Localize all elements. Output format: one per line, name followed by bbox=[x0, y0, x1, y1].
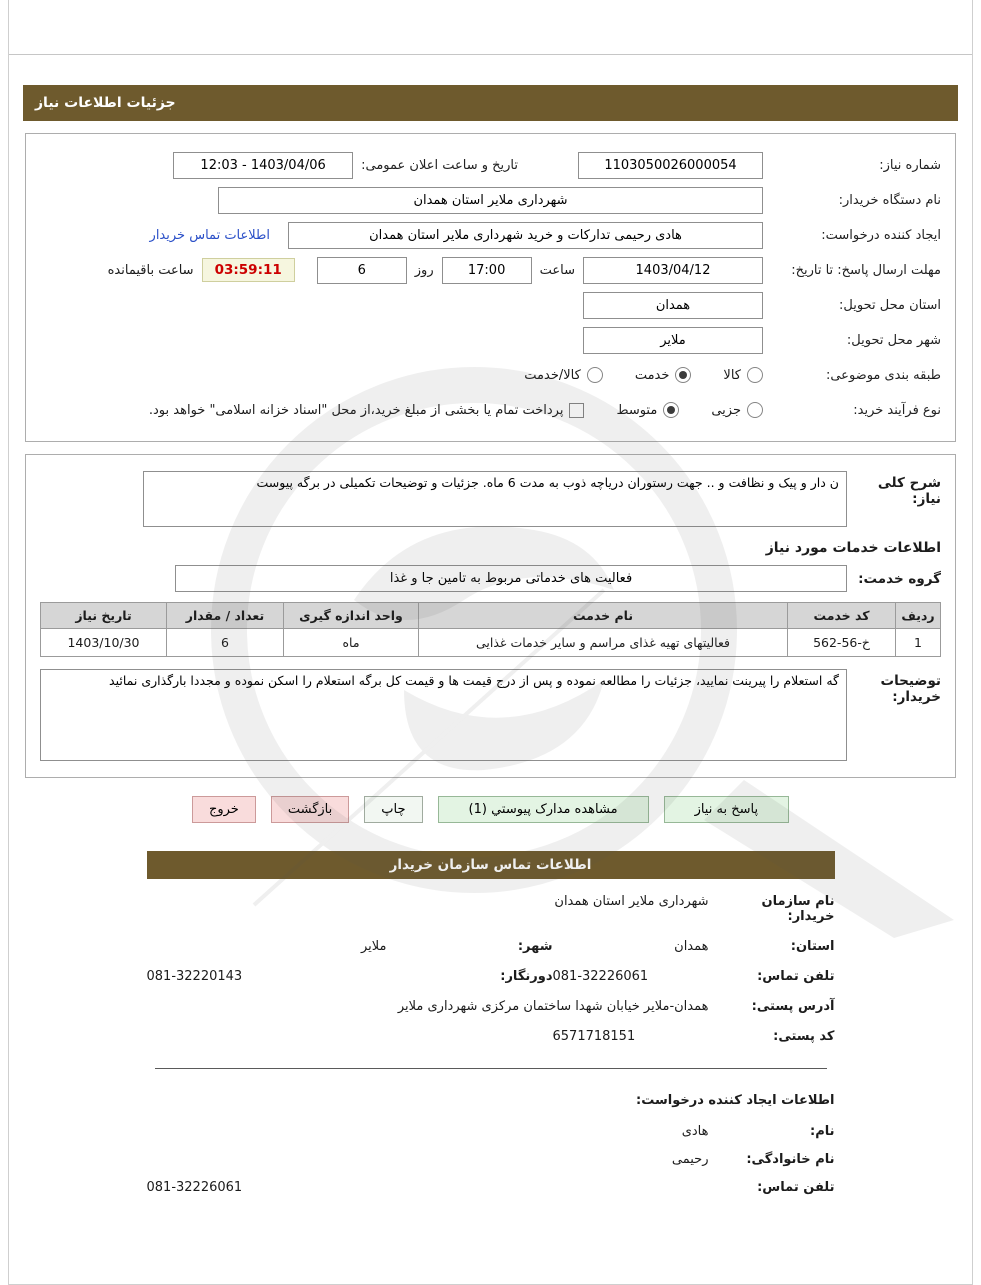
need-number-row bbox=[40, 151, 941, 179]
creator-last-name-value: رحیمی bbox=[671, 1152, 709, 1167]
radio-selected-icon[interactable] bbox=[675, 367, 691, 383]
cell-service-name: فعالیتهای تهیه غذای مراسم و سایر خدمات غذایی bbox=[419, 629, 788, 657]
services-table-header-row bbox=[41, 603, 941, 629]
contact-address-row bbox=[147, 999, 835, 1014]
deadline-row bbox=[40, 256, 941, 284]
cell-need-date: 1403/10/30 bbox=[41, 629, 167, 657]
contact-city-value: ملایر bbox=[360, 939, 387, 954]
need-number-label: شماره نیاز: bbox=[879, 157, 941, 173]
process-option-minor-label: جزیی bbox=[711, 402, 741, 418]
col-quantity: تعداد / مقدار bbox=[167, 603, 284, 629]
contact-postal-label: کد پستی: bbox=[773, 1029, 835, 1044]
creator-first-name-row bbox=[147, 1124, 835, 1139]
request-creator-row bbox=[40, 221, 941, 249]
subject-category-label: طبقه بندی موضوعی: bbox=[825, 367, 941, 383]
deadline-date-input[interactable] bbox=[583, 257, 763, 284]
contact-postal-value: 6571718151 bbox=[552, 1029, 636, 1044]
print-button[interactable]: چاپ bbox=[364, 796, 422, 823]
creator-last-name-label: نام خانوادگی: bbox=[746, 1152, 835, 1167]
deadline-days-input[interactable] bbox=[317, 257, 407, 284]
col-service-code: کد خدمت bbox=[788, 603, 896, 629]
contact-phone-value: 081-32226061 bbox=[552, 969, 649, 984]
creator-phone-row bbox=[147, 1180, 835, 1195]
action-buttons-row bbox=[9, 796, 972, 823]
exit-button[interactable]: خروج bbox=[192, 796, 256, 823]
process-option-minor[interactable] bbox=[711, 402, 763, 418]
contact-province-city-row bbox=[147, 939, 835, 954]
need-description-label: شرح کلی نیاز: bbox=[877, 475, 941, 507]
process-option-medium[interactable] bbox=[616, 402, 679, 418]
col-need-date: تاریخ نیاز bbox=[41, 603, 167, 629]
treasury-checkbox-option[interactable] bbox=[149, 403, 585, 418]
treasury-note: پرداخت تمام یا بخشی از مبلغ خرید،از محل "اسناد خزانه اسلامی" خواهد بود. bbox=[148, 402, 564, 418]
contact-postal-row bbox=[147, 1029, 835, 1044]
radio-icon[interactable] bbox=[747, 402, 763, 418]
contact-phone-fax-row bbox=[147, 969, 835, 984]
contact-phone-label: تلفن تماس: bbox=[757, 969, 835, 984]
creator-phone-label: تلفن تماس: bbox=[757, 1180, 835, 1195]
cell-quantity: 6 bbox=[167, 629, 284, 657]
page bbox=[8, 0, 973, 1285]
service-group-label: گروه خدمت: bbox=[858, 570, 941, 587]
deadline-label: مهلت ارسال پاسخ: تا تاریخ: bbox=[791, 262, 941, 278]
deadline-time-input[interactable] bbox=[442, 257, 532, 284]
deadline-day-label: روز bbox=[414, 262, 434, 278]
request-creator-section-title: اطلاعات ایجاد کننده درخواست: bbox=[636, 1093, 835, 1108]
contact-fax-label: دورنگار: bbox=[500, 969, 553, 984]
contact-fax-value: 081-32220143 bbox=[146, 969, 243, 984]
delivery-province-row bbox=[40, 291, 941, 319]
delivery-city-label: شهر محل تحویل: bbox=[846, 332, 941, 348]
col-row-number: ردیف bbox=[896, 603, 941, 629]
countdown-timer: 03:59:11 bbox=[202, 258, 295, 282]
creator-phone-value: 081-32226061 bbox=[146, 1180, 243, 1195]
cell-row-number: 1 bbox=[896, 629, 941, 657]
delivery-province-label: استان محل تحویل: bbox=[839, 297, 941, 313]
details-header-bar bbox=[23, 85, 958, 121]
request-creator-label: ایجاد کننده درخواست: bbox=[821, 227, 941, 243]
category-option-goods[interactable] bbox=[723, 367, 763, 383]
buyer-org-row bbox=[40, 186, 941, 214]
creator-last-name-row bbox=[147, 1152, 835, 1167]
radio-icon[interactable] bbox=[747, 367, 763, 383]
buyer-notes-label: توضیحات خریدار: bbox=[880, 673, 941, 705]
view-attachments-button[interactable]: مشاهده مدارک پیوستي (1) bbox=[438, 796, 649, 823]
delivery-city-row bbox=[40, 326, 941, 354]
contact-org-label: نام سازمان خریدار: bbox=[761, 894, 835, 924]
buyer-notes-textarea[interactable] bbox=[40, 669, 847, 761]
service-group-row bbox=[40, 565, 941, 592]
contact-province-label: استان: bbox=[790, 939, 835, 954]
col-unit: واحد اندازه گیری bbox=[284, 603, 419, 629]
table-row bbox=[41, 629, 941, 657]
contact-province-value: همدان bbox=[674, 939, 709, 954]
org-contact-section bbox=[147, 894, 835, 1044]
buyer-org-input[interactable] bbox=[218, 187, 763, 214]
buyer-notes-row bbox=[40, 669, 941, 761]
details-header-title: جزئیات اطلاعات نیاز bbox=[35, 95, 176, 111]
category-option-goods-label: کالا bbox=[723, 367, 741, 383]
creator-first-name-label: نام: bbox=[810, 1124, 835, 1139]
col-service-name: نام خدمت bbox=[419, 603, 788, 629]
need-description-row bbox=[40, 471, 941, 527]
need-description-textarea[interactable] bbox=[143, 471, 847, 527]
delivery-province-input[interactable] bbox=[583, 292, 763, 319]
category-option-goods-service[interactable] bbox=[524, 367, 603, 383]
respond-button[interactable]: پاسخ به نیاز bbox=[664, 796, 790, 823]
buyer-org-label: نام دستگاه خریدار: bbox=[838, 192, 941, 208]
contact-address-label: آدرس پستی: bbox=[751, 999, 835, 1014]
deadline-hour-label: ساعت bbox=[539, 262, 575, 278]
contact-org-value: شهرداری ملایر استان همدان bbox=[554, 894, 709, 909]
need-description-panel bbox=[25, 454, 956, 778]
delivery-city-input[interactable] bbox=[583, 327, 763, 354]
need-info-panel bbox=[25, 133, 956, 442]
request-creator-section bbox=[147, 1093, 835, 1195]
contact-org-row bbox=[147, 894, 835, 924]
announce-datetime-input[interactable] bbox=[173, 152, 353, 179]
need-number-input[interactable] bbox=[578, 152, 763, 179]
services-table bbox=[40, 602, 941, 657]
buyer-contact-link[interactable]: اطلاعات تماس خریدار bbox=[149, 227, 270, 243]
announce-datetime-label: تاریخ و ساعت اعلان عمومی: bbox=[361, 157, 518, 173]
back-button[interactable]: بازگشت bbox=[271, 796, 349, 823]
subject-category-row bbox=[40, 361, 941, 389]
cell-unit: ماه bbox=[284, 629, 419, 657]
org-contact-header-bar bbox=[147, 851, 835, 879]
request-creator-input[interactable] bbox=[288, 222, 763, 249]
radio-selected-icon[interactable] bbox=[663, 402, 679, 418]
category-option-service-label: خدمت bbox=[634, 367, 670, 383]
contact-address-value: همدان-ملایر خیابان شهدا ساختمان مرکزی شهرداری ملایر bbox=[397, 999, 709, 1014]
remaining-hours-label: ساعت باقیمانده bbox=[107, 262, 194, 278]
process-type-label: نوع فرآیند خرید: bbox=[853, 402, 941, 418]
service-group-input[interactable] bbox=[175, 565, 847, 592]
category-option-goods-service-label: کالا/خدمت bbox=[524, 367, 581, 383]
category-option-service[interactable] bbox=[635, 367, 692, 383]
contact-city-label: شهر: bbox=[517, 939, 553, 954]
top-strip bbox=[9, 0, 972, 55]
checkbox-icon[interactable] bbox=[569, 403, 584, 418]
required-services-title: اطلاعات خدمات مورد نیاز bbox=[765, 540, 941, 556]
cell-service-code: خ-56-562 bbox=[788, 629, 896, 657]
org-contact-header-title: اطلاعات تماس سازمان خریدار bbox=[389, 857, 592, 873]
radio-icon[interactable] bbox=[587, 367, 603, 383]
process-type-row bbox=[40, 396, 941, 424]
creator-first-name-value: هادی bbox=[681, 1124, 709, 1139]
section-divider bbox=[155, 1068, 827, 1069]
process-option-medium-label: متوسط bbox=[616, 402, 658, 418]
